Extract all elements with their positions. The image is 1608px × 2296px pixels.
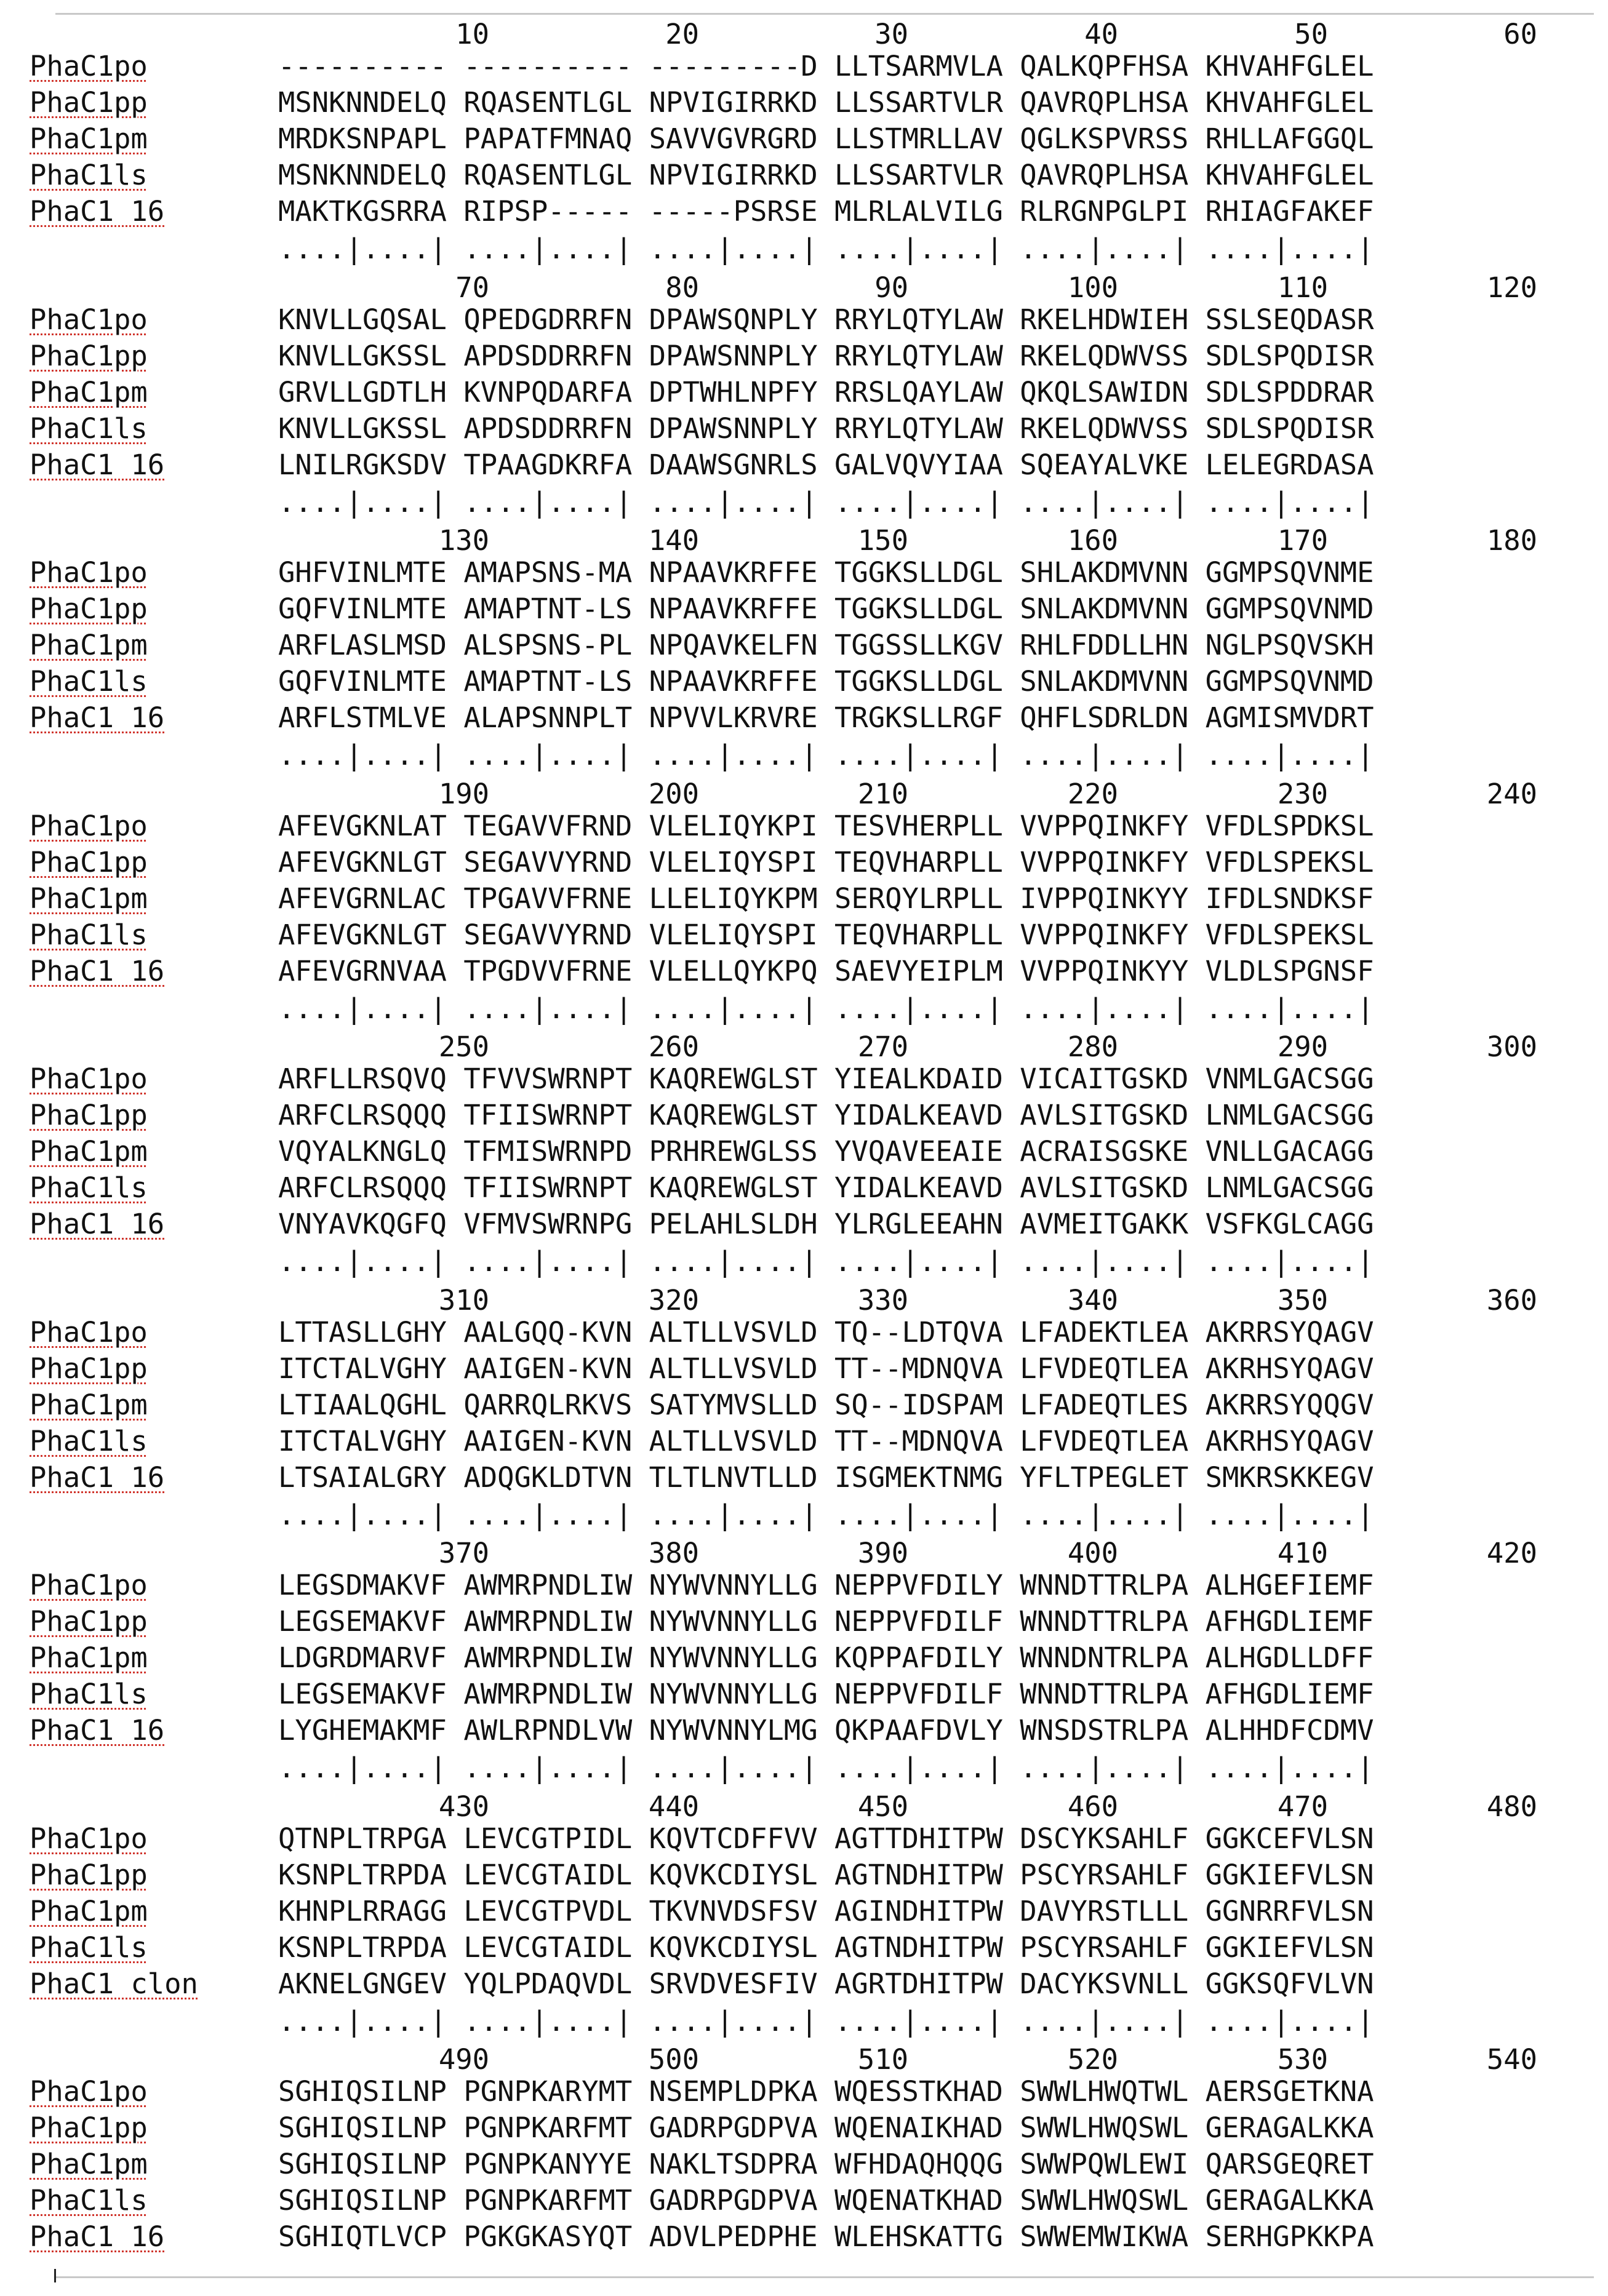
sequence-residues: LEGSEMAKVF AWMRPNDLIW NYWVNNYLLG NEPPVFDILF WNNDTTRLPA AFHGDLIEMF bbox=[278, 1605, 1374, 1638]
sequence-residues: ITCTALVGHY AAIGEN-KVN ALTLLVSVLD TT--MDNQVA LFVDEQTLEA AKRHSYQAGV bbox=[278, 1424, 1374, 1457]
sequence-name[interactable]: PhaC1 16 bbox=[30, 701, 165, 734]
position-number: 290 bbox=[1277, 1030, 1328, 1063]
sequence-residues: AFEVGRNLAC TPGAVVFRNE LLELIQYKPM SERQYLRPLL IVPPQINKYY IFDLSNDKSF bbox=[278, 882, 1374, 915]
sequence-name[interactable]: PhaC1pp bbox=[30, 2111, 148, 2144]
sequence-residues: KNVLLGKSSL APDSDDRRFN DPAWSNNPLY RRYLQTYLAW RKELQDWVSS SDLSPQDISR bbox=[278, 339, 1374, 372]
position-number: 490 bbox=[438, 2043, 489, 2076]
sequence-residues: ARFLSTMLVE ALAPSNNPLT NPVVLKRVRE TRGKSLLRGF QHFLSDRLDN AGMISMVDRT bbox=[278, 701, 1374, 734]
sequence-name[interactable]: PhaC1pm bbox=[30, 882, 148, 915]
sequence-name[interactable]: PhaC1pp bbox=[30, 86, 148, 119]
position-number: 300 bbox=[1486, 1030, 1537, 1063]
sequence-name[interactable]: PhaC1po bbox=[30, 556, 148, 589]
alignment-block bbox=[0, 1536, 1608, 1790]
position-number: 370 bbox=[438, 1537, 489, 1569]
position-number: 220 bbox=[1067, 777, 1118, 810]
position-number: 280 bbox=[1067, 1030, 1118, 1063]
sequence-name[interactable]: PhaC1ls bbox=[30, 1424, 148, 1457]
sequence-name[interactable]: PhaC1ls bbox=[30, 412, 148, 445]
position-number: 190 bbox=[438, 777, 489, 810]
column-ruler: ....|....| ....|....| ....|....| ....|....| ....|....| ....|....| bbox=[278, 739, 1374, 771]
sequence-residues: MSNKNNDELQ RQASENTLGL NPVIGIRRKD LLSSARTVLR QAVRQPLHSA KHVAHFGLEL bbox=[278, 159, 1374, 191]
sequence-residues: LDGRDMARVF AWMRPNDLIW NYWVNNYLLG KQPPAFDILY WNNDNTRLPA ALHGDLLDFF bbox=[278, 1641, 1374, 1674]
position-number: 340 bbox=[1067, 1283, 1118, 1317]
sequence-residues: MAKTKGSRRA RIPSP----- -----PSRSE MLRLALVILG RLRGNPGLPI RHIAGFAKEF bbox=[278, 195, 1374, 228]
position-number: 200 bbox=[648, 777, 699, 810]
sequence-residues: GQFVINLMTE AMAPTNT-LS NPAAVKRFFE TGGKSLLDGL SNLAKDMVNN GGMPSQVNMD bbox=[278, 665, 1374, 698]
sequence-name[interactable]: PhaC1po bbox=[30, 50, 148, 82]
sequence-name[interactable]: PhaC1ls bbox=[30, 918, 148, 951]
alignment-block bbox=[0, 1283, 1608, 1537]
sequence-name[interactable]: PhaC1 16 bbox=[30, 1208, 165, 1240]
position-number: 160 bbox=[1067, 524, 1118, 557]
sequence-name[interactable]: PhaC1pp bbox=[30, 1858, 148, 1891]
sequence-residues: SGHIQTLVCP PGKGKASYQT ADVLPEDPHE WLEHSKATTG SWWEMWIKWA SERHGPKKPA bbox=[278, 2220, 1374, 2253]
sequence-name[interactable]: PhaC1ls bbox=[30, 665, 148, 698]
alignment-block bbox=[0, 524, 1608, 777]
sequence-residues: MSNKNNDELQ RQASENTLGL NPVIGIRRKD LLSSARTVLR QAVRQPLHSA KHVAHFGLEL bbox=[278, 86, 1374, 119]
column-ruler: ....|....| ....|....| ....|....| ....|....| ....|....| ....|....| bbox=[278, 992, 1374, 1025]
sequence-residues: LNILRGKSDV TPAAGDKRFA DAAWSGNRLS GALVQVYIAA SQEAYALVKE LELEGRDASA bbox=[278, 448, 1374, 481]
sequence-name[interactable]: PhaC1 16 bbox=[30, 448, 165, 481]
position-number: 170 bbox=[1277, 524, 1328, 557]
sequence-residues: VNYAVKQGFQ VFMVSWRNPG PELAHLSLDH YLRGLEEAHN AVMEITGAKK VSFKGLCAGG bbox=[278, 1208, 1374, 1240]
position-number: 330 bbox=[857, 1283, 908, 1317]
column-ruler: ....|....| ....|....| ....|....| ....|....| ....|....| ....|....| bbox=[278, 1498, 1374, 1531]
position-number: 120 bbox=[1486, 271, 1537, 304]
sequence-name[interactable]: PhaC1po bbox=[30, 1062, 148, 1095]
sequence-residues: ARFLASLMSD ALSPSNS-PL NPQAVKELFN TGGSSLLKGV RHLFDDLLHN NGLPSQVSKH bbox=[278, 629, 1374, 661]
position-number: 20 bbox=[665, 18, 699, 50]
position-number: 80 bbox=[665, 271, 699, 304]
sequence-name[interactable]: PhaC1pp bbox=[30, 845, 148, 879]
sequence-residues: LTTASLLGHY AALGQQ-KVN ALTLLVSVLD TQ--LDTQVA LFADEKTLEA AKRRSYQAGV bbox=[278, 1315, 1374, 1349]
position-number: 50 bbox=[1294, 18, 1328, 50]
position-number: 530 bbox=[1277, 2043, 1328, 2076]
sequence-residues: GHFVINLMTE AMAPSNS-MA NPAAVKRFFE TGGKSLLDGL SHLAKDMVNN GGMPSQVNME bbox=[278, 556, 1374, 589]
position-number: 100 bbox=[1067, 271, 1118, 304]
sequence-residues: ARFLLRSQVQ TFVVSWRNPT KAQREWGLST YIEALKDAID VICAITGSKD VNMLGACSGG bbox=[278, 1062, 1374, 1095]
sequence-residues: ITCTALVGHY AAIGEN-KVN ALTLLVSVLD TT--MDNQVA LFVDEQTLEA AKRHSYQAGV bbox=[278, 1352, 1374, 1385]
sequence-name[interactable]: PhaC1 clon bbox=[30, 1967, 198, 2000]
sequence-residues: AFEVGRNVAA TPGDVVFRNE VLELLQYKPQ SAEVYEIPLM VVPPQINKYY VLDLSPGNSF bbox=[278, 954, 1374, 987]
position-number: 320 bbox=[648, 1283, 699, 1317]
sequence-name[interactable]: PhaC1 16 bbox=[30, 2220, 165, 2253]
sequence-name[interactable]: PhaC1ls bbox=[30, 2184, 148, 2217]
position-number: 90 bbox=[874, 271, 908, 304]
position-number: 110 bbox=[1277, 271, 1328, 304]
alignment-block bbox=[0, 1030, 1608, 1283]
position-number: 60 bbox=[1503, 18, 1537, 50]
column-ruler: ....|....| ....|....| ....|....| ....|....| ....|....| ....|....| bbox=[278, 485, 1374, 519]
sequence-residues: SGHIQSILNP PGNPKARFMT GADRPGDPVA WQENATKHAD SWWLHWQSWL GERAGALKKA bbox=[278, 2184, 1374, 2217]
position-number: 540 bbox=[1486, 2043, 1537, 2076]
sequence-name[interactable]: PhaC1ls bbox=[30, 159, 148, 191]
position-number: 30 bbox=[874, 18, 908, 50]
sequence-name[interactable]: PhaC1po bbox=[30, 303, 148, 336]
alignment-block bbox=[0, 777, 1608, 1030]
position-number: 130 bbox=[438, 524, 489, 557]
position-number: 70 bbox=[455, 271, 489, 304]
alignment-block bbox=[0, 1790, 1608, 2043]
sequence-residues: LYGHEMAKMF AWLRPNDLVW NYWVNNYLMG QKPAAFDVLY WNSDSTRLPA ALHHDFCDMV bbox=[278, 1714, 1374, 1747]
position-number: 150 bbox=[857, 524, 908, 557]
position-number: 380 bbox=[648, 1537, 699, 1569]
sequence-name[interactable]: PhaC1 16 bbox=[30, 195, 165, 228]
position-number: 520 bbox=[1067, 2043, 1118, 2076]
sequence-residues: VQYALKNGLQ TFMISWRNPD PRHREWGLSS YVQAVEEAIE ACRAISGSKE VNLLGACAGG bbox=[278, 1135, 1374, 1168]
sequence-name[interactable]: PhaC1 16 bbox=[30, 1714, 165, 1747]
sequence-residues: AFEVGKNLAT TEGAVVFRND VLELIQYKPI TESVHERPLL VVPPQINKFY VFDLSPDKSL bbox=[278, 809, 1374, 842]
position-number: 240 bbox=[1486, 777, 1537, 810]
position-number: 430 bbox=[438, 1790, 489, 1823]
sequence-name[interactable]: PhaC1ls bbox=[30, 1931, 148, 1964]
sequence-name[interactable]: PhaC1pm bbox=[30, 2148, 148, 2180]
position-number: 480 bbox=[1486, 1790, 1537, 1823]
sequence-residues: LTIAALQGHL QARRQLRKVS SATYMVSLLD SQ--IDSPAM LFADEQTLES AKRRSYQQGV bbox=[278, 1388, 1374, 1421]
sequence-name[interactable]: PhaC1pp bbox=[30, 339, 148, 372]
sequence-name[interactable]: PhaC1pp bbox=[30, 1099, 148, 1131]
position-number: 10 bbox=[455, 18, 489, 50]
sequence-residues: GRVLLGDTLH KVNPQDARFA DPTWHLNPFY RRSLQAYLAW QKQLSAWIDN SDLSPDDRAR bbox=[278, 375, 1374, 409]
position-number: 440 bbox=[648, 1790, 699, 1823]
position-number: 210 bbox=[857, 777, 908, 810]
sequence-name[interactable]: PhaC1po bbox=[30, 809, 148, 842]
position-number: 350 bbox=[1277, 1283, 1328, 1317]
position-number: 230 bbox=[1277, 777, 1328, 810]
sequence-name[interactable]: PhaC1ls bbox=[30, 1678, 148, 1710]
text-cursor bbox=[54, 2269, 56, 2282]
sequence-name[interactable]: PhaC1po bbox=[30, 1315, 148, 1349]
sequence-residues: KSNPLTRPDA LEVCGTAIDL KQVKCDIYSL AGTNDHITPW PSCYRSAHLF GGKIEFVLSN bbox=[278, 1931, 1374, 1964]
sequence-residues: ARFCLRSQQQ TFIISWRNPT KAQREWGLST YIDALKEAVD AVLSITGSKD LNMLGACSGG bbox=[278, 1099, 1374, 1131]
sequence-name[interactable]: PhaC1 16 bbox=[30, 1461, 165, 1494]
position-number: 260 bbox=[648, 1030, 699, 1063]
position-number: 310 bbox=[438, 1283, 489, 1317]
position-number: 140 bbox=[648, 524, 699, 557]
sequence-name[interactable]: PhaC1po bbox=[30, 2075, 148, 2108]
sequence-residues: KHNPLRRAGG LEVCGTPVDL TKVNVDSFSV AGINDHITPW DAVYRSTLLL GGNRRFVLSN bbox=[278, 1894, 1374, 1927]
sequence-residues: LTSAIALGRY ADQGKLDTVN TLTLNVTLLD ISGMEKTNMG YFLTPEGLET SMKRSKKEGV bbox=[278, 1461, 1374, 1494]
sequence-residues: SGHIQSILNP PGNPKARYMT NSEMPLDPKA WQESSTKHAD SWWLHWQTWL AERSGETKNA bbox=[278, 2075, 1374, 2108]
position-number: 410 bbox=[1277, 1537, 1328, 1569]
position-number: 180 bbox=[1486, 524, 1537, 557]
column-ruler: ....|....| ....|....| ....|....| ....|....| ....|....| ....|....| bbox=[278, 1245, 1374, 1278]
sequence-residues: QTNPLTRPGA LEVCGTPIDL KQVTCDFFVV AGTTDHITPW DSCYKSAHLF GGKCEFVLSN bbox=[278, 1822, 1374, 1855]
sequence-residues: AFEVGKNLGT SEGAVVYRND VLELIQYSPI TEQVHARPLL VVPPQINKFY VFDLSPEKSL bbox=[278, 845, 1374, 879]
sequence-name[interactable]: PhaC1 16 bbox=[30, 954, 165, 987]
column-ruler: ....|....| ....|....| ....|....| ....|....| ....|....| ....|....| bbox=[278, 2004, 1374, 2038]
sequence-name[interactable]: PhaC1po bbox=[30, 1569, 148, 1601]
sequence-name[interactable]: PhaC1pp bbox=[30, 1352, 148, 1385]
sequence-residues: MRDKSNPAPL PAPATFMNAQ SAVVGVRGRD LLSTMRLLAV QGLKSPVRSS RHLLAFGGQL bbox=[278, 122, 1374, 155]
sequence-residues: LEGSEMAKVF AWMRPNDLIW NYWVNNYLLG NEPPVFDILF WNNDTTRLPA AFHGDLIEMF bbox=[278, 1678, 1374, 1710]
position-number: 510 bbox=[857, 2043, 908, 2076]
sequence-residues: AFEVGKNLGT SEGAVVYRND VLELIQYSPI TEQVHARPLL VVPPQINKFY VFDLSPEKSL bbox=[278, 918, 1374, 951]
position-number: 270 bbox=[857, 1030, 908, 1063]
sequence-name[interactable]: PhaC1pm bbox=[30, 629, 148, 661]
position-number: 360 bbox=[1486, 1283, 1537, 1317]
alignment-block bbox=[0, 2043, 1608, 2296]
column-ruler: ....|....| ....|....| ....|....| ....|....| ....|....| ....|....| bbox=[278, 1752, 1374, 1784]
sequence-residues: GQFVINLMTE AMAPTNT-LS NPAAVKRFFE TGGKSLLDGL SNLAKDMVNN GGMPSQVNMD bbox=[278, 592, 1374, 625]
sequence-residues: AKNELGNGEV YQLPDAQVDL SRVDVESFIV AGRTDHITPW DACYKSVNLL GGKSQFVLVN bbox=[278, 1967, 1374, 2000]
sequence-name[interactable]: PhaC1pp bbox=[30, 1605, 148, 1638]
sequence-name[interactable]: PhaC1pm bbox=[30, 375, 148, 409]
sequence-residues: ARFCLRSQQQ TFIISWRNPT KAQREWGLST YIDALKEAVD AVLSITGSKD LNMLGACSGG bbox=[278, 1171, 1374, 1204]
sequence-residues: KSNPLTRPDA LEVCGTAIDL KQVKCDIYSL AGTNDHITPW PSCYRSAHLF GGKIEFVLSN bbox=[278, 1858, 1374, 1891]
position-number: 420 bbox=[1486, 1537, 1537, 1569]
bottom-divider bbox=[55, 2276, 1594, 2278]
sequence-residues: SGHIQSILNP PGNPKANYYE NAKLTSDPRA WFHDAQHQQG SWWPQWLEWI QARSGEQRET bbox=[278, 2148, 1374, 2180]
position-number: 390 bbox=[857, 1537, 908, 1569]
alignment-block bbox=[0, 17, 1608, 271]
sequence-name[interactable]: PhaC1po bbox=[30, 1822, 148, 1855]
sequence-name[interactable]: PhaC1pm bbox=[30, 1894, 148, 1927]
sequence-name[interactable]: PhaC1pp bbox=[30, 592, 148, 625]
position-number: 400 bbox=[1067, 1537, 1118, 1569]
position-number: 250 bbox=[438, 1030, 489, 1063]
alignment-block bbox=[0, 271, 1608, 524]
position-number: 450 bbox=[857, 1790, 908, 1823]
position-number: 40 bbox=[1084, 18, 1118, 50]
sequence-name[interactable]: PhaC1pm bbox=[30, 1388, 148, 1421]
sequence-name[interactable]: PhaC1pm bbox=[30, 1641, 148, 1674]
column-ruler: ....|....| ....|....| ....|....| ....|....| ....|....| ....|....| bbox=[278, 233, 1374, 265]
sequence-residues: KNVLLGKSSL APDSDDRRFN DPAWSNNPLY RRYLQTYLAW RKELQDWVSS SDLSPQDISR bbox=[278, 412, 1374, 445]
sequence-name[interactable]: PhaC1pm bbox=[30, 1135, 148, 1168]
sequence-name[interactable]: PhaC1pm bbox=[30, 122, 148, 155]
position-number: 460 bbox=[1067, 1790, 1118, 1823]
sequence-residues: KNVLLGQSAL QPEDGDRRFN DPAWSQNPLY RRYLQTYLAW RKELHDWIEH SSLSEQDASR bbox=[278, 303, 1374, 336]
sequence-name[interactable]: PhaC1ls bbox=[30, 1171, 148, 1204]
sequence-residues: ---------- ---------- ---------D LLTSARMVLA QALKQPFHSA KHVAHFGLEL bbox=[278, 50, 1374, 82]
sequence-residues: SGHIQSILNP PGNPKARFMT GADRPGDPVA WQENAIKHAD SWWLHWQSWL GERAGALKKA bbox=[278, 2111, 1374, 2144]
sequence-residues: LEGSDMAKVF AWMRPNDLIW NYWVNNYLLG NEPPVFDILY WNNDTTRLPA ALHGEFIEMF bbox=[278, 1569, 1374, 1601]
position-number: 500 bbox=[648, 2043, 699, 2076]
position-number: 470 bbox=[1277, 1790, 1328, 1823]
